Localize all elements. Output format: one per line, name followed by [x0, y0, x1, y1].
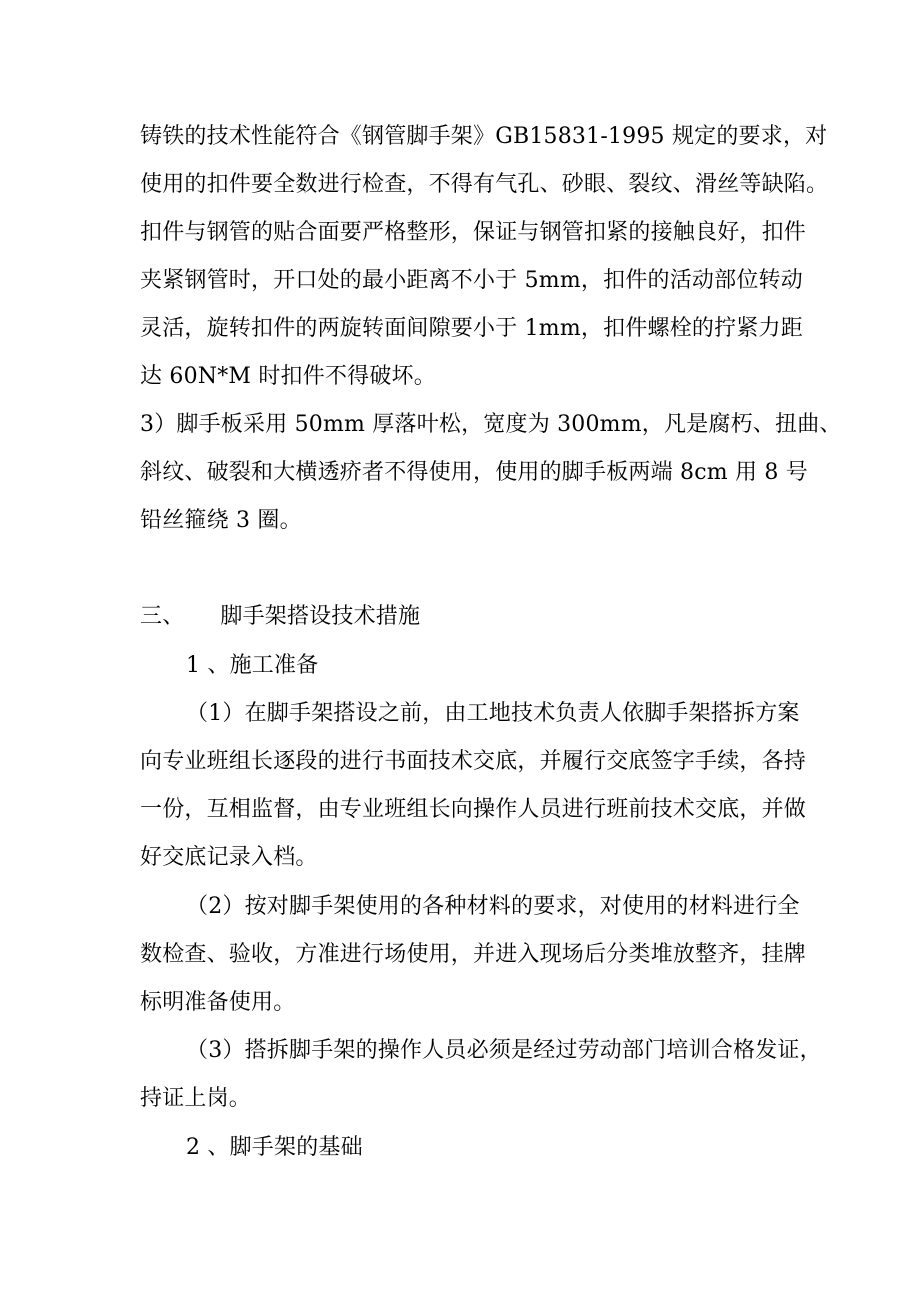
paragraph-line: 达 60N*M 时扣件不得破坏。	[140, 364, 436, 389]
paragraph-line: 好交底记录入档。	[140, 845, 318, 870]
paragraph-line: 灵活，旋转扣件的两旋转面间隙要小于 1mm，扣件螺栓的拧紧力距	[140, 316, 803, 341]
paragraph-line: 一份，互相监督，由专业班组长向操作人员进行班前技术交底，并做	[140, 797, 807, 822]
paragraph-line: 数检查、验收，方准进行场使用，并进入现场后分类堆放整齐，挂牌	[140, 942, 807, 967]
paragraph-line: （2）按对脚手架使用的各种材料的要求，对使用的材料进行全	[186, 894, 800, 919]
paragraph-line: 夹紧钢管时，开口处的最小距离不小于 5mm，扣件的活动部位转动	[140, 268, 803, 293]
paragraph-line: 铸铁的技术性能符合《钢管脚手架》GB15831-1995 规定的要求，对	[140, 124, 828, 149]
paragraph-line: （1）在脚手架搭设之前，由工地技术负责人依脚手架搭拆方案	[186, 701, 800, 726]
paragraph-line: 向专业班组长逐段的进行书面技术交底，并履行交底签字手续，各持	[140, 749, 807, 774]
paragraph-line: 标明准备使用。	[140, 990, 296, 1015]
paragraph-line: 扣件与钢管的贴合面要严格整形，保证与钢管扣紧的接触良好，扣件	[140, 220, 807, 245]
section-heading: 三、 脚手架搭设技术措施	[140, 604, 421, 629]
paragraph-line: 持证上岗。	[140, 1086, 252, 1111]
paragraph-line: 铅丝箍绕 3 圈。	[140, 508, 302, 533]
sub-heading: 1 、施工准备	[186, 653, 319, 678]
paragraph-line: 斜纹、破裂和大横透疥者不得使用，使用的脚手板两端 8cm 用 8 号	[140, 460, 808, 485]
paragraph-line: 使用的扣件要全数进行检查，不得有气孔、砂眼、裂纹、滑丝等缺陷。	[140, 172, 829, 197]
paragraph-line: 3）脚手板采用 50mm 厚落叶松，宽度为 300mm，凡是腐朽、扭曲、	[140, 412, 842, 437]
paragraph-line: （3）搭拆脚手架的操作人员必须是经过劳动部门培训合格发证，	[186, 1038, 822, 1063]
sub-heading: 2 、脚手架的基础	[186, 1135, 363, 1160]
